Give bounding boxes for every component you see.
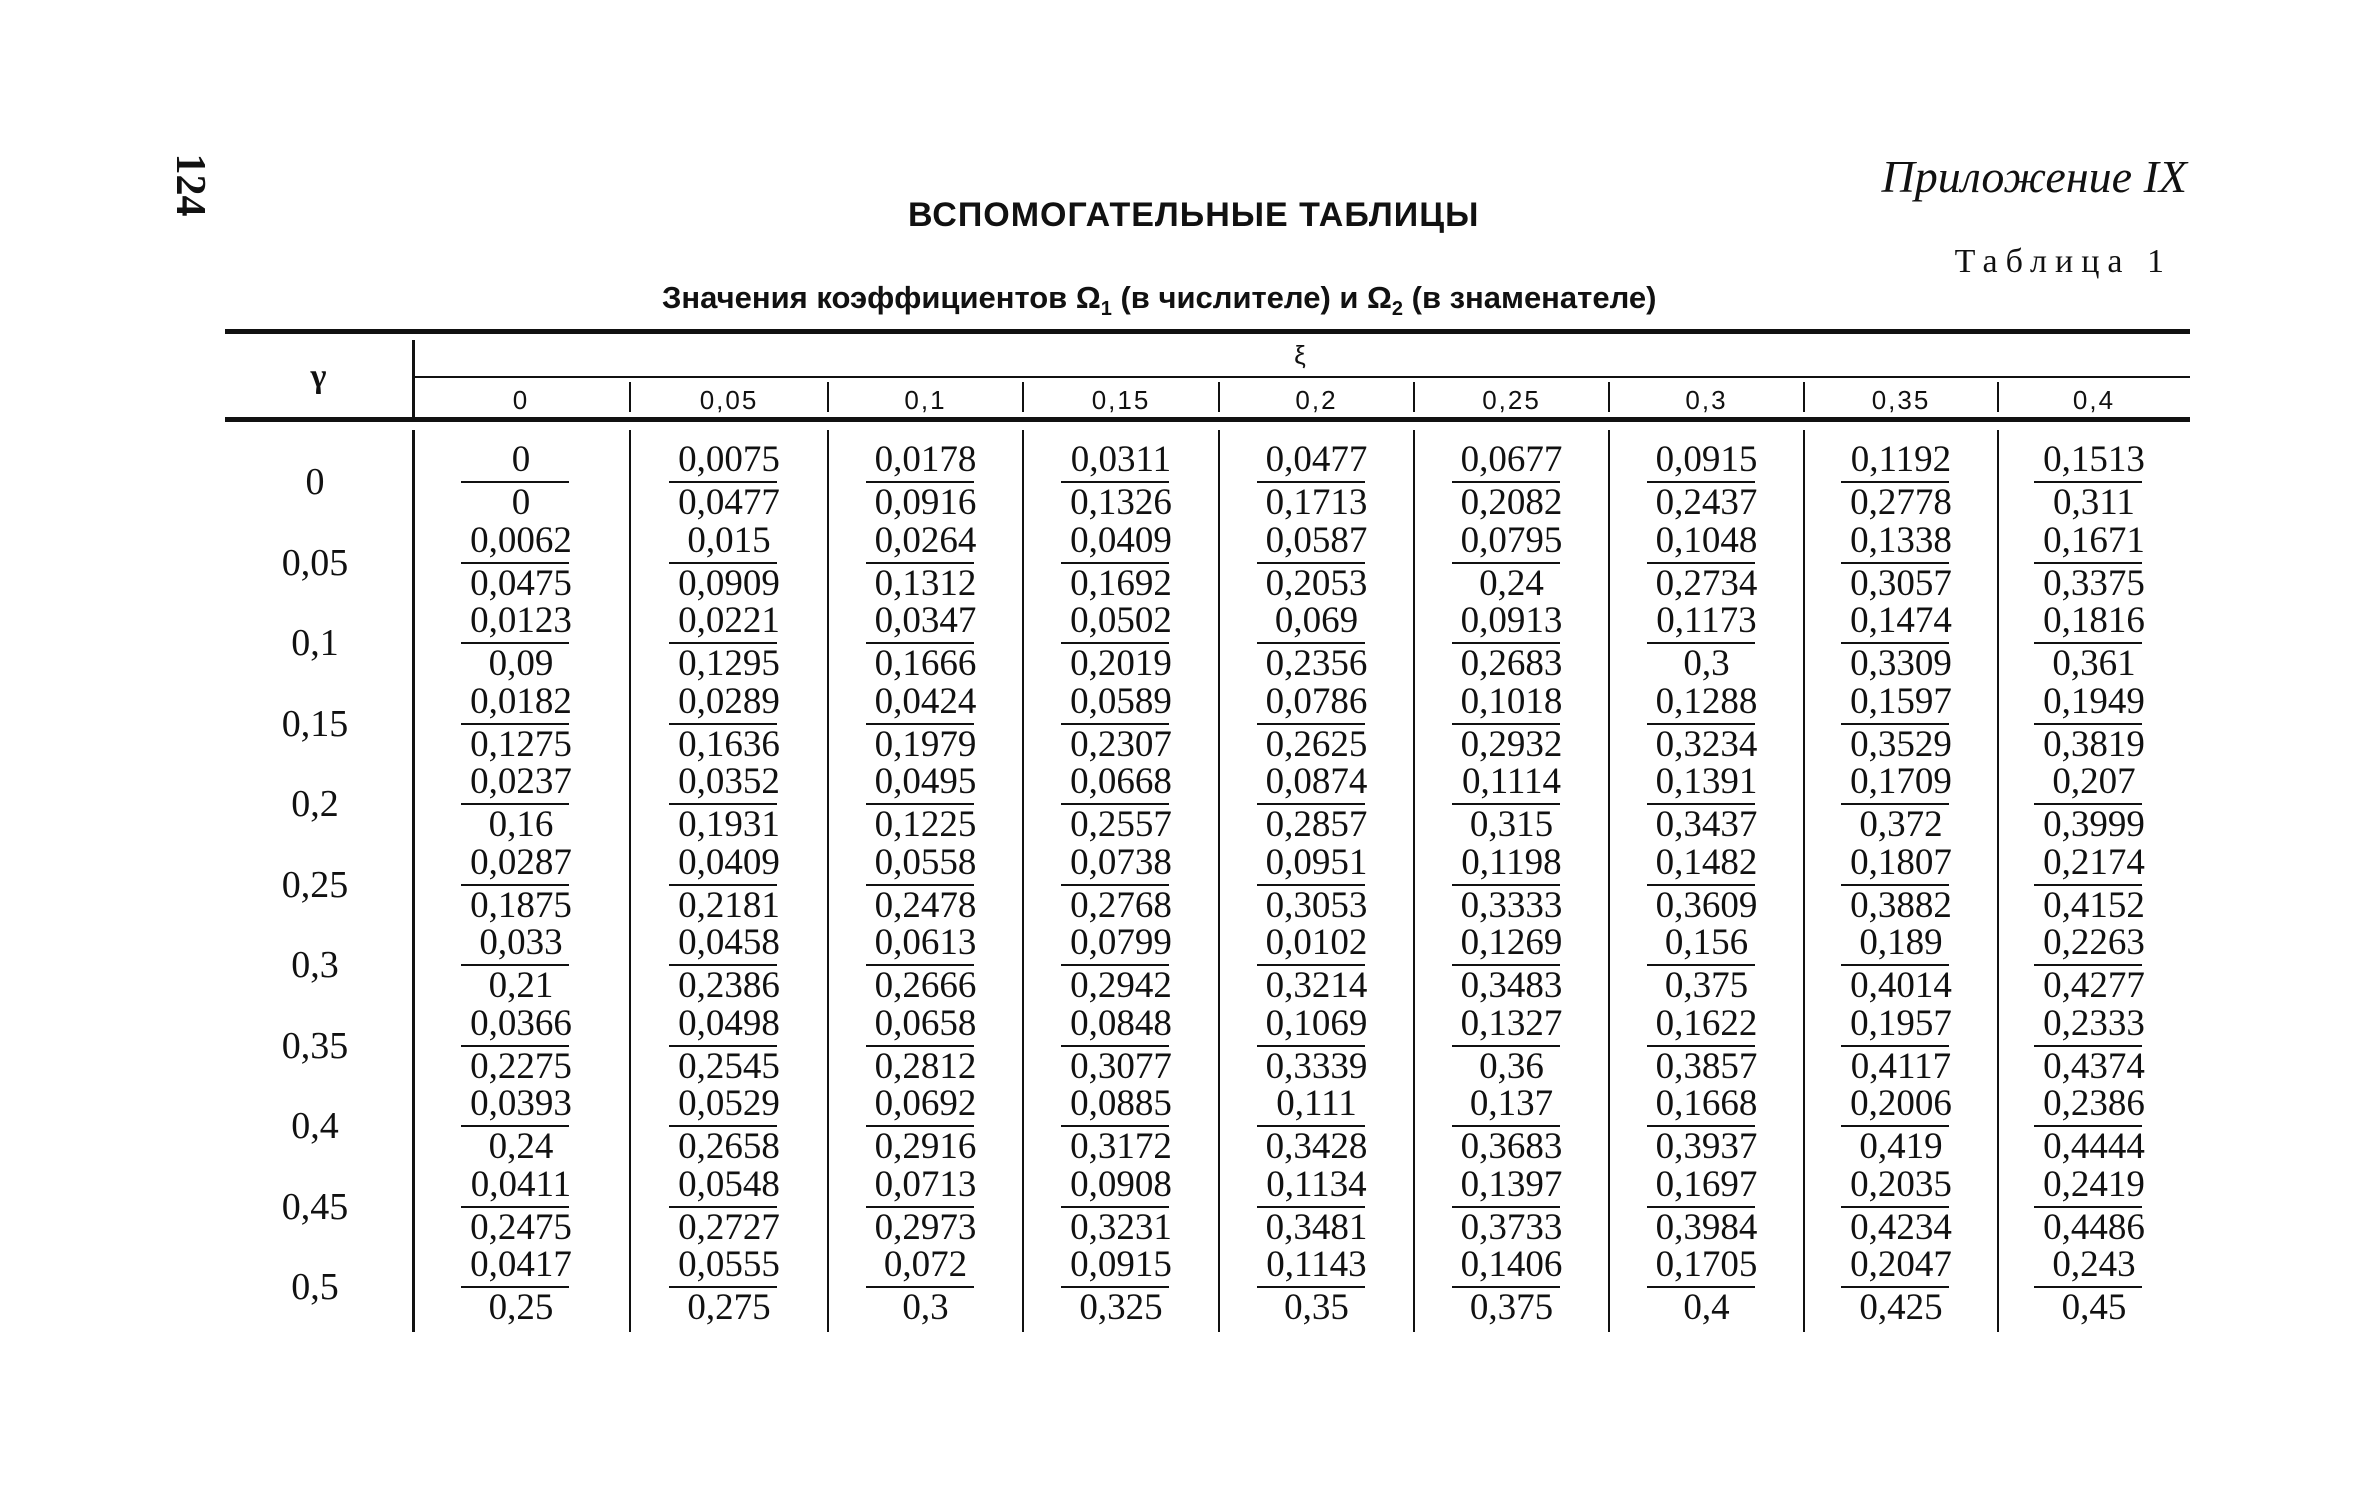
cell-numerator: 0,0587 — [1265, 519, 1368, 561]
cell-denominator: 0,3 — [902, 1287, 949, 1328]
cell-denominator: 0,3214 — [1265, 965, 1368, 1006]
cell-denominator: 0,3437 — [1655, 804, 1758, 845]
cell-denominator: 0,4374 — [2043, 1045, 2145, 1087]
cell-denominator: 0,1713 — [1265, 482, 1368, 523]
body-col-divider — [1413, 430, 1415, 1332]
cell-numerator: 0,0885 — [1070, 1083, 1172, 1124]
cell-numerator: 0,2047 — [1850, 1244, 1952, 1285]
cell-numerator: 0,1597 — [1850, 680, 1952, 722]
gamma-header: γ — [310, 358, 327, 395]
row-gamma-label: 0,1 — [291, 622, 339, 664]
cell-numerator: 0,0123 — [470, 600, 572, 641]
cell-numerator: 0,1622 — [1655, 1002, 1758, 1044]
cell-denominator: 0,1875 — [470, 884, 572, 926]
cell-numerator: 0,156 — [1664, 922, 1749, 963]
cell-numerator: 0,0786 — [1265, 680, 1368, 722]
cell-numerator: 0,2263 — [2043, 922, 2145, 963]
cell-numerator: 0,0102 — [1265, 922, 1368, 963]
cell-denominator: 0,3234 — [1655, 723, 1758, 765]
cell-denominator: 0,0475 — [470, 562, 572, 604]
cell-numerator: 0 — [511, 439, 531, 480]
cell-numerator: 0,1018 — [1460, 680, 1563, 722]
cell-denominator: 0,4117 — [1850, 1045, 1952, 1087]
cell-numerator: 0,1338 — [1850, 519, 1952, 561]
cell-denominator: 0,2932 — [1460, 723, 1563, 765]
cell-numerator: 0,1697 — [1655, 1163, 1758, 1205]
cell-numerator: 0,2174 — [2043, 841, 2145, 883]
cell-denominator: 0,361 — [2052, 643, 2136, 684]
row-gamma-label: 0,2 — [291, 783, 339, 825]
cell-numerator: 0,0713 — [874, 1163, 977, 1205]
cell-numerator: 0,0529 — [678, 1083, 780, 1124]
cell-denominator: 0,3428 — [1265, 1126, 1368, 1167]
cell-numerator: 0,1173 — [1656, 600, 1757, 641]
cell-numerator: 0,1048 — [1655, 519, 1758, 561]
cell-numerator: 0,0548 — [678, 1163, 780, 1205]
table-top-rule — [225, 329, 2190, 334]
cell-denominator: 0,0477 — [678, 482, 780, 523]
cell-numerator: 0,0352 — [678, 761, 780, 802]
cell-denominator: 0,4014 — [1850, 965, 1952, 1006]
cell-numerator: 0,0874 — [1265, 761, 1368, 802]
cell-numerator: 0,1807 — [1850, 841, 1952, 883]
cell-denominator: 0,1692 — [1070, 562, 1172, 604]
cell-numerator: 0,243 — [2052, 1244, 2136, 1285]
cell-denominator: 0,3882 — [1850, 884, 1952, 926]
cell-denominator: 0,2019 — [1070, 643, 1172, 684]
cell-numerator: 0,1671 — [2043, 519, 2145, 561]
row-gamma-label: 0,45 — [281, 1185, 349, 1228]
cell-denominator: 0,3937 — [1655, 1126, 1758, 1167]
column-header-2: 0,05 — [699, 385, 759, 415]
cell-denominator: 0,3333 — [1460, 884, 1563, 926]
cell-denominator: 0,3172 — [1070, 1126, 1172, 1167]
cell-denominator: 0,3683 — [1460, 1126, 1563, 1167]
body-col-divider — [629, 430, 631, 1332]
cell-denominator: 0,2307 — [1070, 723, 1172, 765]
cell-denominator: 0,2053 — [1265, 562, 1368, 604]
cell-denominator: 0,2768 — [1070, 884, 1172, 926]
cell-denominator: 0,3077 — [1070, 1045, 1172, 1087]
cell-numerator: 0,0498 — [678, 1002, 780, 1044]
cell-denominator: 0,372 — [1859, 804, 1943, 845]
cell-denominator: 0,2734 — [1655, 562, 1758, 604]
cell-numerator: 0,1269 — [1460, 922, 1563, 963]
cell-numerator: 0,1192 — [1850, 439, 1952, 480]
cell-denominator: 0,35 — [1284, 1287, 1349, 1328]
cell-numerator: 0,0287 — [470, 841, 572, 883]
cell-denominator: 0,2666 — [874, 965, 977, 1006]
xi-header-underline — [412, 376, 2190, 378]
cell-denominator: 0,2386 — [678, 965, 780, 1006]
column-header-1: 0 — [512, 385, 530, 415]
appendix-label: Приложение IX — [1881, 151, 2187, 202]
cell-numerator: 0,189 — [1859, 922, 1943, 963]
cell-numerator: 0,0951 — [1265, 841, 1368, 883]
cell-numerator: 0,0178 — [874, 439, 977, 480]
cell-numerator: 0,0366 — [470, 1002, 572, 1044]
cell-numerator: 0,0613 — [874, 922, 977, 963]
cell-numerator: 0,1949 — [2043, 680, 2145, 722]
cell-numerator: 0,1668 — [1655, 1083, 1758, 1124]
cell-numerator: 0,0558 — [874, 841, 977, 883]
body-col-divider — [827, 430, 829, 1332]
cell-denominator: 0,3733 — [1460, 1206, 1563, 1248]
cell-denominator: 0,2478 — [874, 884, 977, 926]
cell-denominator: 0,3481 — [1265, 1206, 1368, 1248]
cell-numerator: 0,0182 — [470, 680, 572, 722]
column-header-6: 0,25 — [1482, 385, 1541, 415]
cell-numerator: 0,0311 — [1070, 439, 1172, 480]
cell-numerator: 0,1198 — [1461, 841, 1562, 883]
cell-denominator: 0,3231 — [1070, 1206, 1172, 1248]
cell-numerator: 0,1474 — [1850, 600, 1952, 641]
cell-denominator: 0,1931 — [678, 804, 780, 845]
column-header-8: 0,35 — [1871, 385, 1931, 415]
cell-numerator: 0,0677 — [1460, 439, 1563, 480]
column-header-7: 0,3 — [1685, 385, 1728, 415]
row-gamma-label: 0 — [305, 461, 325, 503]
cell-denominator: 0,425 — [1859, 1287, 1943, 1328]
cell-denominator: 0,4 — [1683, 1287, 1730, 1328]
cell-numerator: 0,0738 — [1070, 841, 1172, 883]
cell-numerator: 0,0062 — [470, 519, 572, 561]
cell-denominator: 0,0909 — [678, 562, 780, 604]
cell-denominator: 0,3819 — [2043, 723, 2145, 765]
cell-numerator: 0,137 — [1469, 1083, 1554, 1124]
cell-numerator: 0,111 — [1276, 1083, 1357, 1124]
cell-denominator: 0,1326 — [1070, 482, 1172, 523]
subtitle-part3: (в знаменателе) — [1403, 280, 1657, 315]
cell-denominator: 0,1636 — [678, 723, 780, 765]
cell-denominator: 0,3339 — [1265, 1045, 1368, 1087]
cell-denominator: 0,2727 — [678, 1206, 780, 1248]
cell-numerator: 0,1143 — [1266, 1244, 1367, 1285]
cell-denominator: 0,3375 — [2043, 562, 2145, 604]
cell-numerator: 0,033 — [479, 922, 563, 963]
cell-denominator: 0,2942 — [1070, 965, 1172, 1006]
cell-numerator: 0,0848 — [1070, 1002, 1172, 1044]
cell-numerator: 0,2035 — [1850, 1163, 1952, 1205]
xi-header: ξ — [1294, 340, 1308, 370]
cell-denominator: 0,2557 — [1070, 804, 1172, 845]
cell-numerator: 0,0915 — [1655, 439, 1758, 480]
cell-numerator: 0,2006 — [1850, 1083, 1952, 1124]
cell-denominator: 0,1312 — [874, 562, 977, 604]
cell-numerator: 0,1705 — [1655, 1244, 1758, 1285]
cell-numerator: 0,0692 — [874, 1083, 977, 1124]
cell-denominator: 0,1666 — [874, 643, 977, 684]
subtitle-sub1: 1 — [1100, 298, 1112, 321]
subtitle-part2: (в числителе) и Ω — [1111, 280, 1392, 315]
cell-numerator: 0,0668 — [1070, 761, 1172, 802]
cell-numerator: 0,207 — [2052, 761, 2136, 802]
row-gamma-label: 0,5 — [291, 1266, 339, 1308]
main-title: ВСПОМОГАТЕЛЬНЫЕ ТАБЛИЦЫ — [908, 196, 1480, 234]
cell-numerator: 0,1069 — [1265, 1002, 1368, 1044]
cell-denominator: 0,315 — [1469, 804, 1554, 845]
body-col-divider — [1608, 430, 1610, 1332]
cell-numerator: 0,0237 — [470, 761, 572, 802]
cell-numerator: 0,1391 — [1655, 761, 1758, 802]
cell-denominator: 0,2625 — [1265, 723, 1368, 765]
cell-numerator: 0,0289 — [678, 680, 780, 722]
cell-numerator: 0,1406 — [1460, 1244, 1563, 1285]
cell-denominator: 0,3483 — [1460, 965, 1563, 1006]
page-number: 124 — [167, 153, 213, 217]
cell-denominator: 0,325 — [1079, 1287, 1163, 1328]
cell-denominator: 0,24 — [488, 1126, 554, 1167]
cell-numerator: 0,0221 — [678, 600, 780, 641]
cell-numerator: 0,1957 — [1850, 1002, 1952, 1044]
cell-denominator: 0,4152 — [2043, 884, 2145, 926]
cell-denominator: 0,2545 — [678, 1045, 780, 1087]
cell-denominator: 0,2082 — [1460, 482, 1563, 523]
cell-numerator: 0,1709 — [1850, 761, 1952, 802]
cell-numerator: 0,072 — [883, 1244, 968, 1285]
cell-numerator: 0,0393 — [470, 1083, 572, 1124]
cell-numerator: 0,0799 — [1070, 922, 1172, 963]
cell-denominator: 0,2475 — [470, 1206, 572, 1248]
cell-denominator: 0,1979 — [874, 723, 977, 765]
column-header-4: 0,15 — [1091, 385, 1151, 415]
cell-numerator: 0,0915 — [1070, 1244, 1172, 1285]
cell-denominator: 0,2778 — [1850, 482, 1952, 523]
cell-denominator: 0,2916 — [874, 1126, 977, 1167]
row-gamma-label: 0,15 — [281, 702, 349, 745]
cell-numerator: 0,0417 — [470, 1244, 572, 1285]
cell-numerator: 0,0409 — [1070, 519, 1172, 561]
cell-denominator: 0,1275 — [470, 723, 572, 765]
cell-denominator: 0,0916 — [874, 482, 977, 523]
table-subtitle — [662, 280, 1656, 321]
subtitle-part1: Значения коэффициентов Ω — [662, 280, 1101, 315]
cell-denominator: 0,2181 — [678, 884, 780, 926]
cell-denominator: 0,311 — [2053, 482, 2135, 523]
cell-numerator: 0,0495 — [874, 761, 977, 802]
cell-denominator: 0,3057 — [1850, 562, 1952, 604]
cell-denominator: 0,375 — [1664, 965, 1749, 1006]
cell-denominator: 0,2857 — [1265, 804, 1368, 845]
cell-numerator: 0,0795 — [1460, 519, 1563, 561]
cell-numerator: 0,0347 — [874, 600, 977, 641]
cell-numerator: 0,0658 — [874, 1002, 977, 1044]
cell-denominator: 0,2683 — [1460, 643, 1563, 684]
cell-numerator: 0,0555 — [678, 1244, 780, 1285]
cell-numerator: 0,069 — [1274, 600, 1359, 641]
body-col-divider — [412, 430, 415, 1332]
cell-numerator: 0,2419 — [2043, 1163, 2145, 1205]
cell-denominator: 0,4444 — [2043, 1126, 2145, 1167]
cell-numerator: 0,0424 — [874, 680, 977, 722]
row-gamma-label: 0,25 — [281, 863, 349, 906]
cell-denominator: 0,45 — [2061, 1287, 2127, 1328]
row-gamma-label: 0,3 — [291, 944, 339, 986]
cell-numerator: 0,1816 — [2043, 600, 2145, 641]
cell-numerator: 0,0075 — [678, 439, 780, 480]
cell-denominator: 0,25 — [488, 1287, 554, 1328]
cell-denominator: 0,275 — [687, 1287, 771, 1328]
cell-numerator: 0,0589 — [1070, 680, 1172, 722]
cell-denominator: 0,375 — [1469, 1287, 1554, 1328]
cell-denominator: 0,2437 — [1655, 482, 1758, 523]
cell-numerator: 0,1134 — [1266, 1163, 1367, 1205]
cell-denominator: 0,3999 — [2043, 804, 2145, 845]
cell-numerator: 0,0908 — [1070, 1163, 1172, 1205]
cell-numerator: 0,0458 — [678, 922, 780, 963]
cell-denominator: 0 — [511, 482, 531, 523]
cell-denominator: 0,2356 — [1265, 643, 1368, 684]
column-header-5: 0,2 — [1295, 385, 1338, 415]
subtitle-sub2: 2 — [1391, 298, 1404, 321]
cell-numerator: 0,1327 — [1460, 1002, 1563, 1044]
body-col-divider — [1803, 430, 1805, 1332]
cell-denominator: 0,4234 — [1850, 1206, 1952, 1248]
cell-numerator: 0,1397 — [1460, 1163, 1563, 1205]
cell-denominator: 0,1295 — [678, 643, 780, 684]
column-header-3: 0,1 — [904, 385, 947, 415]
row-gamma-label: 0,35 — [281, 1024, 349, 1067]
cell-numerator: 0,0411 — [470, 1163, 572, 1205]
cell-denominator: 0,419 — [1859, 1126, 1943, 1167]
cell-denominator: 0,4277 — [2043, 965, 2145, 1006]
cell-denominator: 0,1225 — [874, 804, 977, 845]
table-label: Таблица 1 — [1954, 243, 2172, 280]
cell-numerator: 0,0264 — [874, 519, 977, 561]
cell-denominator: 0,3309 — [1850, 643, 1952, 684]
cell-denominator: 0,3053 — [1265, 884, 1368, 926]
cell-numerator: 0,1114 — [1461, 761, 1561, 802]
cell-denominator: 0,24 — [1479, 562, 1544, 604]
cell-numerator: 0,2386 — [2043, 1083, 2145, 1124]
body-col-divider — [1218, 430, 1220, 1332]
cell-denominator: 0,3857 — [1655, 1045, 1758, 1087]
cell-numerator: 0,1288 — [1655, 680, 1758, 722]
cell-numerator: 0,1482 — [1655, 841, 1758, 883]
cell-denominator: 0,21 — [488, 965, 554, 1006]
cell-denominator: 0,36 — [1479, 1045, 1544, 1087]
cell-denominator: 0,3 — [1683, 643, 1730, 684]
cell-denominator: 0,09 — [488, 643, 554, 684]
column-header-9: 0,4 — [2072, 385, 2116, 415]
cell-numerator: 0,0913 — [1460, 600, 1563, 641]
row-gamma-label: 0,05 — [281, 541, 349, 584]
cell-denominator: 0,4486 — [2043, 1206, 2145, 1248]
cell-denominator: 0,2275 — [470, 1045, 572, 1087]
cell-denominator: 0,3529 — [1850, 723, 1952, 765]
cell-denominator: 0,3609 — [1655, 884, 1758, 926]
body-col-divider — [1022, 430, 1024, 1332]
cell-denominator: 0,2812 — [874, 1045, 977, 1087]
cell-denominator: 0,2658 — [678, 1126, 780, 1167]
cell-denominator: 0,16 — [488, 804, 554, 845]
header-bottom-rule — [225, 417, 2190, 422]
body-col-divider — [1997, 430, 1999, 1332]
cell-numerator: 0,0502 — [1070, 600, 1172, 641]
cell-numerator: 0,015 — [687, 519, 771, 561]
cell-denominator: 0,2973 — [874, 1206, 977, 1248]
cell-numerator: 0,0477 — [1265, 439, 1368, 480]
row-gamma-label: 0,4 — [291, 1105, 339, 1147]
cell-numerator: 0,1513 — [2043, 439, 2145, 480]
cell-denominator: 0,3984 — [1655, 1206, 1758, 1248]
cell-numerator: 0,2333 — [2043, 1002, 2145, 1044]
cell-numerator: 0,0409 — [678, 841, 780, 883]
